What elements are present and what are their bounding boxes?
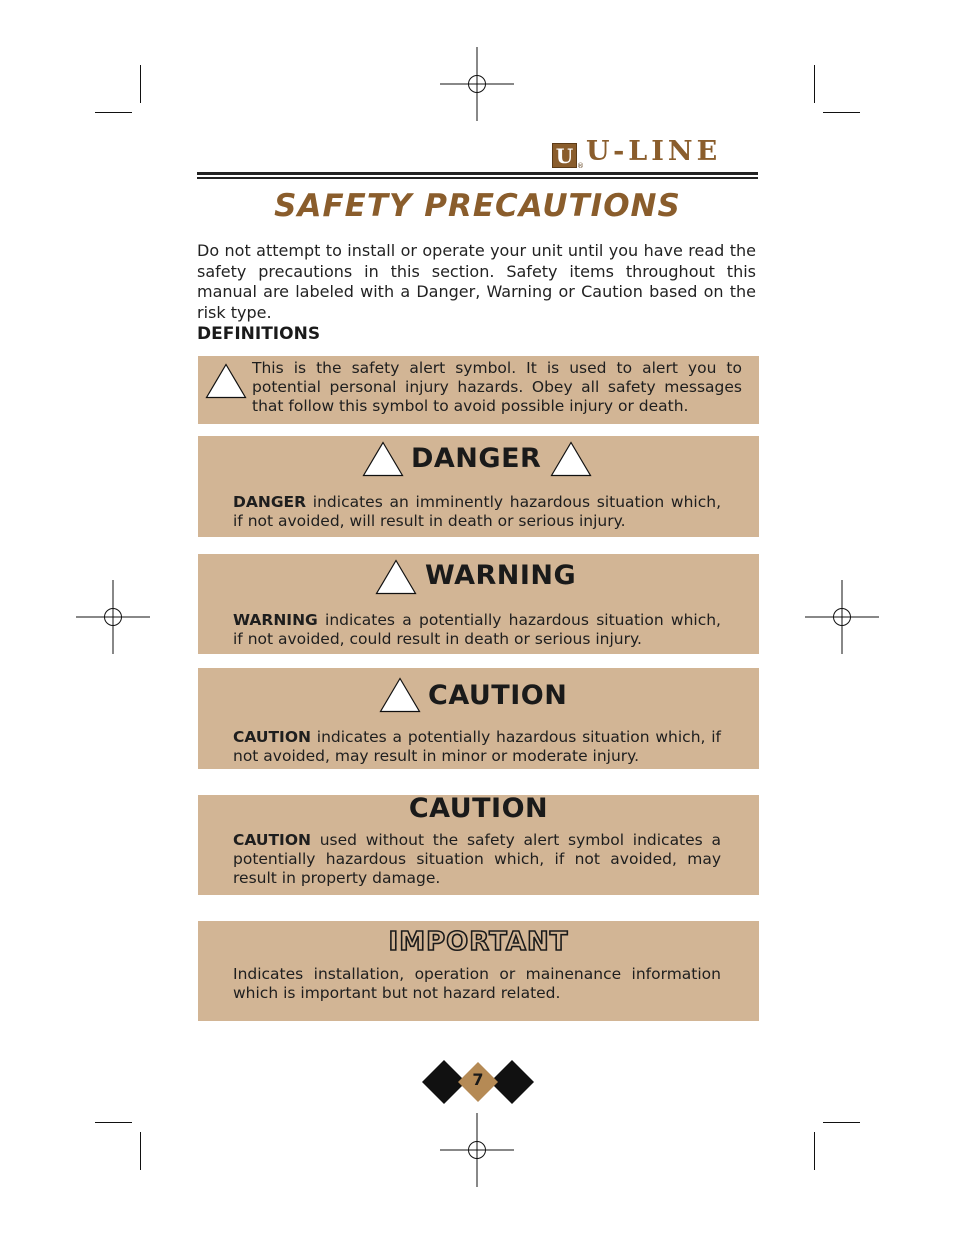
registration-mark-icon bbox=[805, 580, 879, 654]
safety-alert-triangle-icon bbox=[375, 559, 417, 595]
important-description: Indicates installation, operation or mainenance information which is important but not hazard related. bbox=[233, 965, 721, 1002]
registration-mark-icon bbox=[76, 580, 150, 654]
caution-text: indicates a potentially hazardous situation which, if not avoided, may result in minor or moderate injury. bbox=[233, 728, 721, 765]
caution-heading: CAUTION bbox=[428, 680, 568, 711]
alert-symbol-box bbox=[198, 356, 759, 424]
danger-lead: DANGER bbox=[233, 493, 307, 511]
caution-plain-text: used without the safety alert symbol indicates a potentially hazardous situation which, if not avoided, may result in property damage. bbox=[233, 831, 721, 887]
brand-logo-mark bbox=[552, 143, 584, 169]
page-title: SAFETY PRECAUTIONS bbox=[274, 188, 681, 224]
alert-symbol-text: This is the safety alert symbol. It is used to alert you to potential personal injury hazards. Obey all safety messages that follow this symbol to avoid possible injury or death. bbox=[252, 359, 742, 415]
safety-alert-triangle-icon bbox=[379, 677, 421, 713]
important-heading: IMPORTANT bbox=[388, 927, 569, 957]
caution-plain-heading: CAUTION bbox=[408, 793, 549, 824]
safety-alert-triangle-icon bbox=[205, 363, 247, 399]
intro-paragraph: Do not attempt to install or operate your unit until you have read the safety precautions in this section. Safety items throughout this manual are labeled with a Danger, Warning or Caution based on the risk type. bbox=[197, 241, 756, 322]
registered-symbol: ® bbox=[577, 162, 584, 169]
warning-box bbox=[198, 554, 759, 654]
caution-plain-lead: CAUTION bbox=[233, 831, 311, 849]
crop-mark bbox=[814, 1132, 815, 1170]
crop-mark bbox=[823, 1122, 860, 1123]
crop-mark bbox=[140, 65, 141, 103]
crop-mark bbox=[95, 1122, 132, 1123]
warning-text: indicates a potentially hazardous situation which, if not avoided, could result in death or serious injury. bbox=[233, 611, 721, 648]
danger-description bbox=[233, 493, 721, 531]
crop-mark bbox=[95, 112, 132, 113]
safety-alert-triangle-icon bbox=[362, 441, 404, 477]
important-box bbox=[198, 921, 759, 1021]
registration-mark-icon bbox=[440, 47, 514, 121]
caution-description bbox=[233, 728, 721, 766]
caution-symbol-box bbox=[198, 668, 759, 769]
warning-heading: WARNING bbox=[425, 560, 577, 591]
header-rule bbox=[197, 177, 758, 179]
caution-plain-description bbox=[233, 831, 721, 888]
brand-mark-letter: U bbox=[555, 144, 574, 168]
page-number: 7 bbox=[472, 1070, 484, 1089]
danger-box bbox=[198, 436, 759, 537]
definitions-heading: DEFINITIONS bbox=[197, 324, 321, 344]
crop-mark bbox=[814, 65, 815, 103]
warning-description bbox=[233, 611, 721, 649]
caution-plain-box bbox=[198, 795, 759, 895]
danger-text: indicates an imminently hazardous situation which, if not avoided, will result in death or serious injury. bbox=[233, 493, 721, 530]
caution-lead: CAUTION bbox=[233, 728, 311, 746]
crop-mark bbox=[823, 112, 860, 113]
header-rule bbox=[197, 172, 758, 175]
crop-mark bbox=[140, 1132, 141, 1170]
safety-alert-triangle-icon bbox=[550, 441, 592, 477]
registration-mark-icon bbox=[440, 1113, 514, 1187]
danger-heading: DANGER bbox=[411, 443, 542, 474]
warning-lead: WARNING bbox=[233, 611, 318, 629]
brand-name: U-LINE bbox=[586, 136, 722, 167]
